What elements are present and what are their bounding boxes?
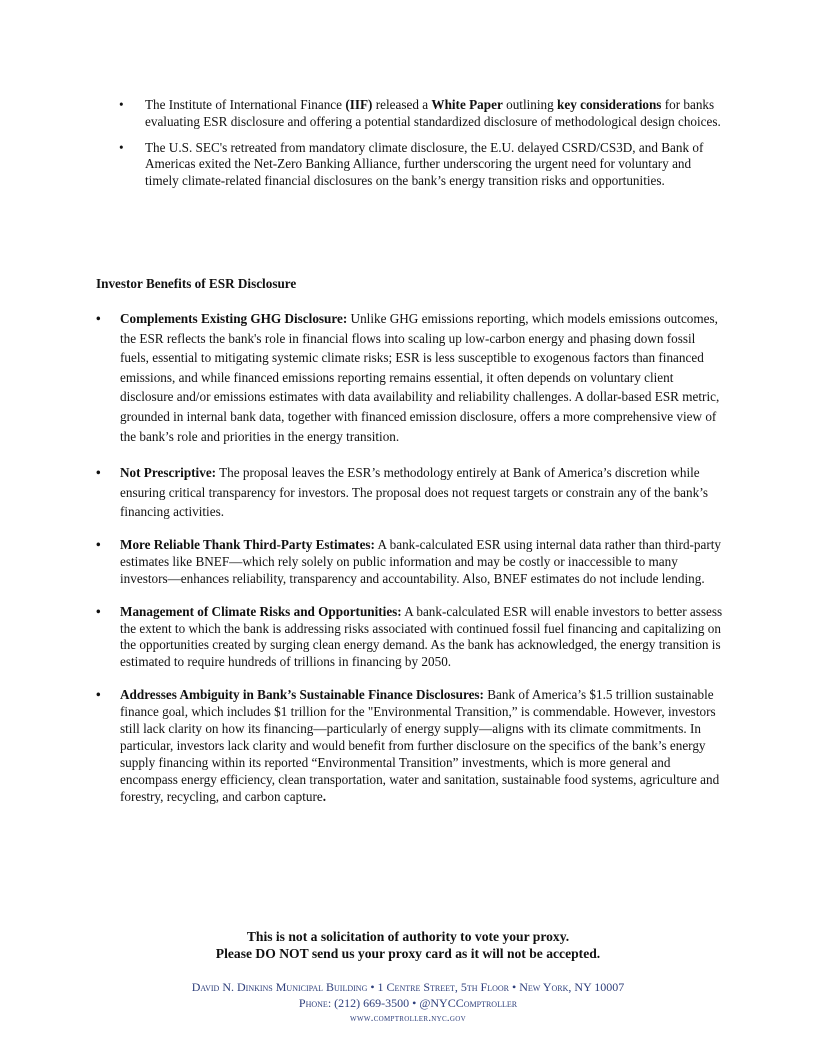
section-heading: Investor Benefits of ESR Disclosure xyxy=(96,276,297,291)
benefit-item-ambiguity: • Addresses Ambiguity in Bank’s Sustainable Finance Disclosures: Bank of America’s $1.5 trillion sustainable finance goal, which includes $1 trillion for the "Environmental Transition,” is commendable. However, investors still lack clarity on how its financing—particularly of energy supply—aligns with its climate commitments. In particular, investors lack clarity and would benefit from further disclosure on the specifics of the bank’s energy supply financing within its reported “Environmental Transition” investments, which is more general and encompass energy efficiency, clean transportation, water and sanitation, sustainable food systems, agriculture and forestry, recycling, and carbon capture. xyxy=(96,687,724,805)
proxy-notice-line-2: Please DO NOT send us your proxy card as it will not be accepted. xyxy=(215,946,601,961)
proxy-notice-line-1: This is not a solicitation of authority to vote your proxy. xyxy=(246,929,570,944)
benefit-text: A bank-calculated ESR will enable investors to better assess the extent to which the bank is addressing risks associated with continued fossil fuel financing and capitalizing on the opportunities created by surging clean energy demand. As the bank has acknowledged, the energy transition is estimated to require hundreds of trillions in financing by 2050. xyxy=(120,603,723,670)
footer-contact: Phone: (212) 669-3500 • @NYCComptroller xyxy=(298,996,518,1010)
benefit-item-climate-risks xyxy=(96,604,724,672)
benefit-title: Not Prescriptive: xyxy=(120,465,217,481)
benefit-text: A bank-calculated ESR using internal data rather than third-party estimates like BNEF—which rely solely on public information and may be costly or inaccessible to many investors—enhances reliability, transparency and accountability. Also, BNEF estimates do not include lending. xyxy=(120,536,722,586)
benefit-title: More Reliable Thank Third-Party Estimates: xyxy=(120,536,375,552)
benefit-item-reliable xyxy=(96,537,724,588)
key-considerations-text: key considerations xyxy=(557,97,662,112)
white-paper-text: White Paper xyxy=(431,97,503,112)
benefit-item-ghg xyxy=(96,309,724,446)
footer-website[interactable]: www.comptroller.nyc.gov xyxy=(350,1013,466,1024)
letterhead-footer xyxy=(0,979,816,1027)
iif-abbrev: (IIF) xyxy=(345,97,373,112)
benefit-item-not-prescriptive xyxy=(96,463,724,522)
intro-bullet-sec: • The U.S. SEC's retreated from mandatory climate disclosure, the E.U. delayed CSRD/CS3D, and Bank of Americas exited the Net-Zero Banking Alliance, further underscoring the urgent need for voluntary and timely climate-related financial disclosures on the bank’s energy transition risks and opportunities. xyxy=(119,140,724,190)
benefit-title: Management of Climate Risks and Opportunities: xyxy=(120,603,402,619)
footer-address: David N. Dinkins Municipal Building • 1 Centre Street, 5th Floor • New York, NY 10007 xyxy=(191,980,625,994)
benefit-text: The proposal leaves the ESR’s methodology entirely at Bank of America’s discretion while ensuring critical transparency for investors. The proposal does not request targets or constrain any of the bank’s financing activities. xyxy=(120,465,709,520)
benefit-title: Complements Existing GHG Disclosure: xyxy=(120,311,348,326)
benefits-list xyxy=(96,309,724,806)
benefit-text: Bank of America’s $1.5 trillion sustainable finance goal, which includes $1 trillion for the "Environmental Transition,” is commendable. However, investors still lack clarity on how its financing—particularly of energy supply—aligns with its climate commitments. In particular, investors lack clarity and would benefit from further disclosure on the specifics of the bank’s energy supply financing within its reported “Environmental Transition” investments, which is more general and encompass energy efficiency, clean transportation, water and sanitation, sustainable food systems, agriculture and forestry, recycling, and carbon capture xyxy=(120,687,720,804)
intro-bullet-iif: • The Institute of International Finance (IIF) released a White Paper outlining key considerations for banks evaluating ESR disclosure and offering a potential standardized disclosure of methodological design choices. xyxy=(119,97,724,131)
benefit-title: Addresses Ambiguity in Bank’s Sustainable Finance Disclosures: xyxy=(120,687,484,703)
benefit-text: Unlike GHG emissions reporting, which models emissions outcomes, the ESR reflects the bank's role in financial flows into scaling up low-carbon energy and phasing down fossil fuels, essential to mitigating systemic climate risks; ESR is less susceptible to exogenous factors than financed emissions, and while financed emissions reporting remains essential, it often depends on voluntary client disclosure and/or emissions estimates with data availability and reliability challenges. A dollar-based ESR metric, grounded in internal bank data, together with financed emission disclosure, offers a more comprehensive view of the bank’s role and priorities in the energy transition. xyxy=(120,311,720,444)
proxy-notice xyxy=(0,928,816,962)
intro-bullet-list xyxy=(119,97,724,199)
